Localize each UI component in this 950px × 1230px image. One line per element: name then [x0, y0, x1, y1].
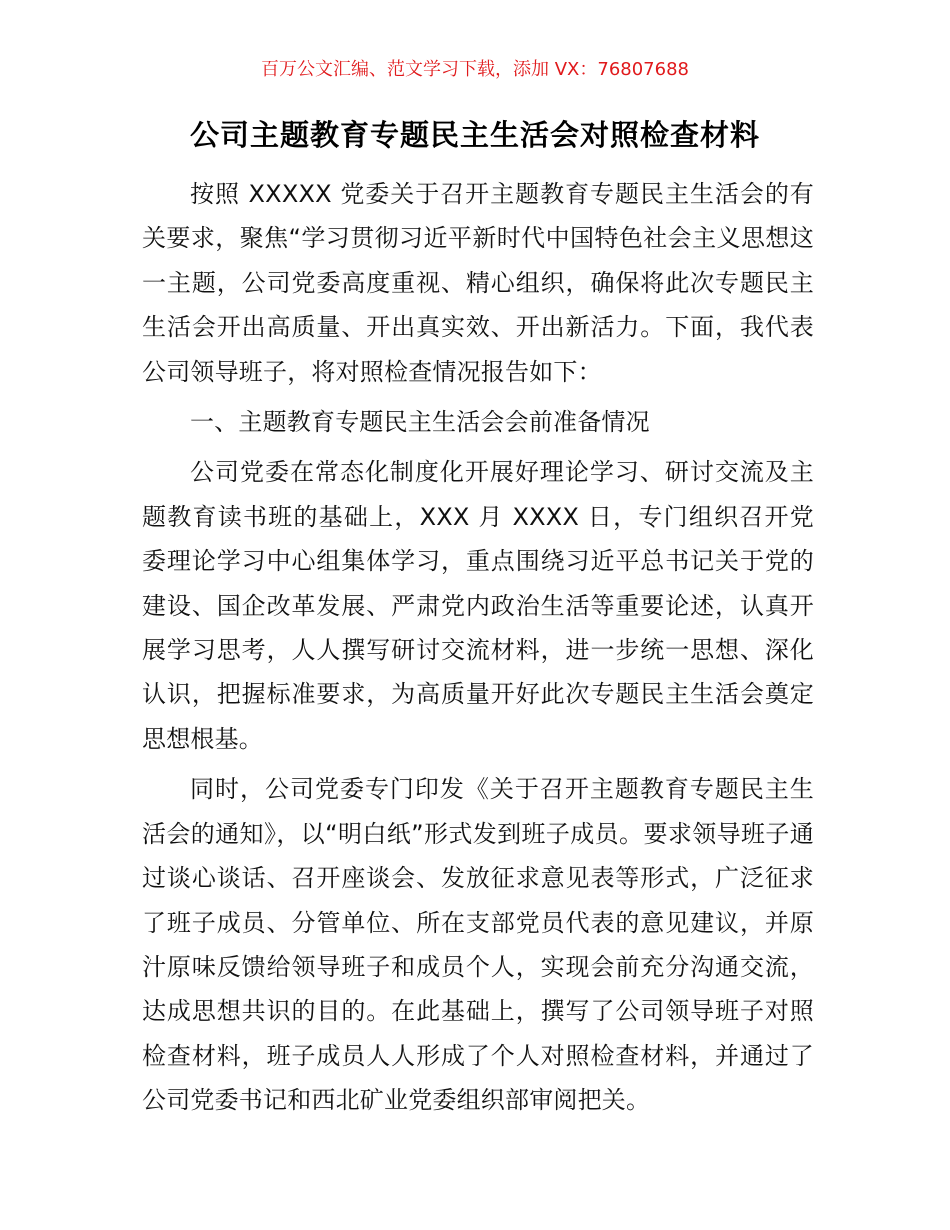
section-heading: 一、主题教育专题民主生活会会前准备情况: [190, 408, 650, 437]
document-title: 公司主题教育专题民主生活会对照检查材料: [189, 118, 760, 152]
intro-paragraph: 按照 XXXXX 党委关于召开主题教育专题民主生活会的有关要求，聚焦“学习贯彻习近平新时代中国特色社会主义思想这一主题，公司党委高度重视、精心组织，确保将此次专题民主生活会开出高质量、开出真实效、开出新活力。下面，我代表公司领导班子，将对照检查情况报告如下：: [142, 180, 814, 386]
document-body: [142, 172, 814, 1123]
promo-banner: 百万公文汇编、范文学习下载，添加 VX：76807688: [261, 59, 689, 80]
body-paragraph: 同时，公司党委专门印发《关于召开主题教育专题民主生活会的通知》，以“明白纸”形式发到班子成员。要求领导班子通过谈心谈话、召开座谈会、发放征求意见表等形式，广泛征求了班子成员、分管单位、所在支部党员代表的意见建议，并原汁原味反馈给领导班子和成员个人，实现会前充分沟通交流，达成思想共识的目的。在此基础上，撰写了公司领导班子对照检查材料，班子成员人人形成了个人对照检查材料，并通过了公司党委书记和西北矿业党委组织部审阅把关。: [142, 775, 814, 1115]
body-paragraph: 公司党委在常态化制度化开展好理论学习、研讨交流及主题教育读书班的基础上，XXX 月 XXXX 日，专门组织召开党委理论学习中心组集体学习，重点围绕习近平总书记关于党的建设、国企改革发展、严肃党内政治生活等重要论述，认真开展学习思考，人人撰写研讨交流材料，进一步统一思想、深化认识，把握标准要求，为高质量开好此次专题民主生活会奠定思想根基。: [142, 458, 814, 753]
